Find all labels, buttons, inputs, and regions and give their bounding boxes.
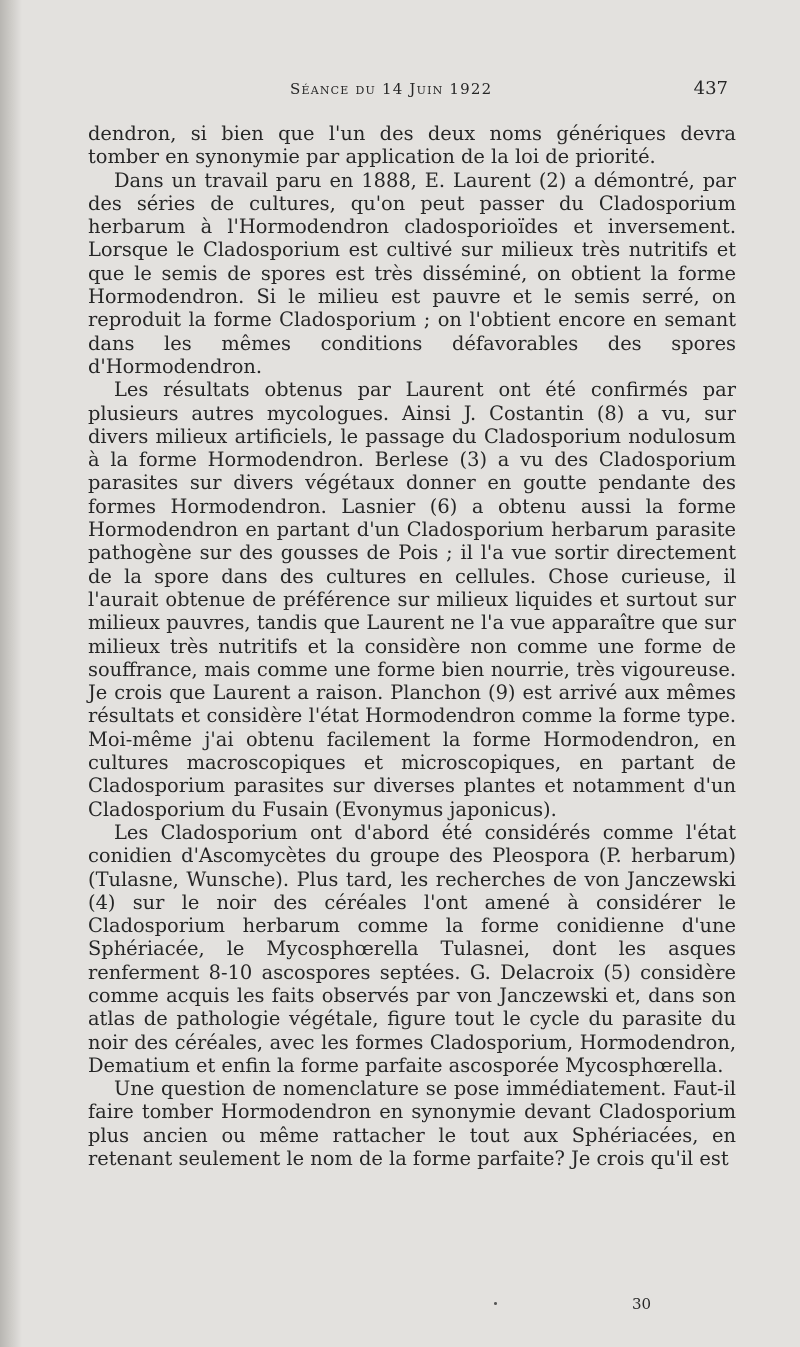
print-speck [494, 1302, 497, 1305]
paragraph: Les Cladosporium ont d'abord été considérés comme l'état conidien d'Ascomycètes du groupe des Pleospora (P. herbarum) (Tulasne, Wunsche). Plus tard, les recherches de von Janczewski (4) sur le noir des céréales l'ont amené à considérer le Cladosporium herbarum comme la forme conidienne d'une Sphériacée, le Mycosphœrella Tulasnei, dont les asques renferment 8-10 ascospores septées. G. Delacroix (5) considère comme acquis les faits observés par von Janczewski et, dans son atlas de pathologie végétale, figure tout le cycle du parasite du noir des céréales, avec les formes Cladosporium, Hormodendron, Dematium et enfin la forme parfaite ascosporée Mycosphœrella. [88, 820, 736, 1077]
paragraph: Dans un travail paru en 1888, E. Laurent (2) a démontré, par des séries de cultures, qu'on peut passer du Cladosporium herbarum à l'Hormodendron cladosporioïdes et inversement. Lorsque le Cladosporium est cultivé sur milieux très nutritifs et que le semis de spores est très disséminé, on obtient la forme Hormodendron. Si le milieu est pauvre et le semis serré, on reproduit la forme Cladosporium ; on l'obtient encore en semant dans les mêmes conditions défavorables des spores d'Hormodendron. [88, 168, 736, 378]
paragraph: Les résultats obtenus par Laurent ont été confirmés par plusieurs autres mycologues. Ainsi J. Costantin (8) a vu, sur divers milieux artificiels, le passage du Cladosporium nodulosum à la forme Hormodendron. Berlese (3) a vu des Cladosporium parasites sur divers végétaux donner en goutte pendante des formes Hormodendron. Lasnier (6) a obtenu aussi la forme Hormodendron en partant d'un Cladosporium herbarum parasite pathogène sur des gousses de Pois ; il l'a vue sortir directement de la spore dans des cultures en cellules. Chose curieuse, il l'aurait obtenue de préférence sur milieux liquides et surtout sur milieux pauvres, tandis que Laurent ne l'a vue apparaître que sur milieux très nutritifs et la considère non comme une forme de souffrance, mais comme une forme bien nourrie, très vigoureuse. Je crois que Laurent a raison. Planchon (9) est arrivé aux mêmes résultats et considère l'état Hormodendron comme la forme type. Moi-même j'ai obtenu facilement la forme Hormodendron, en cultures macroscopiques et microscopiques, en partant de Cladosporium parasites sur diverses plantes et notamment d'un Cladosporium du Fusain (Evonymus japonicus). [88, 378, 736, 821]
page-binding-shadow [0, 0, 22, 1347]
page-header [290, 78, 732, 99]
page-number: 437 [693, 78, 728, 99]
signature-mark: 30 [632, 1295, 652, 1313]
running-head: Séance du 14 Juin 1922 [290, 80, 493, 98]
paragraph: Une question de nomenclature se pose immédiatement. Faut-il faire tomber Hormodendron en synonymie devant Cladosporium plus ancien ou même rattacher le tout aux Sphériacées, en retenant seulement le nom de la forme parfaite? Je crois qu'il est [88, 1077, 736, 1171]
page-body [88, 122, 736, 1170]
paragraph-continued: dendron, si bien que l'un des deux noms génériques devra tomber en synonymie par application de la loi de priorité. [88, 122, 736, 169]
